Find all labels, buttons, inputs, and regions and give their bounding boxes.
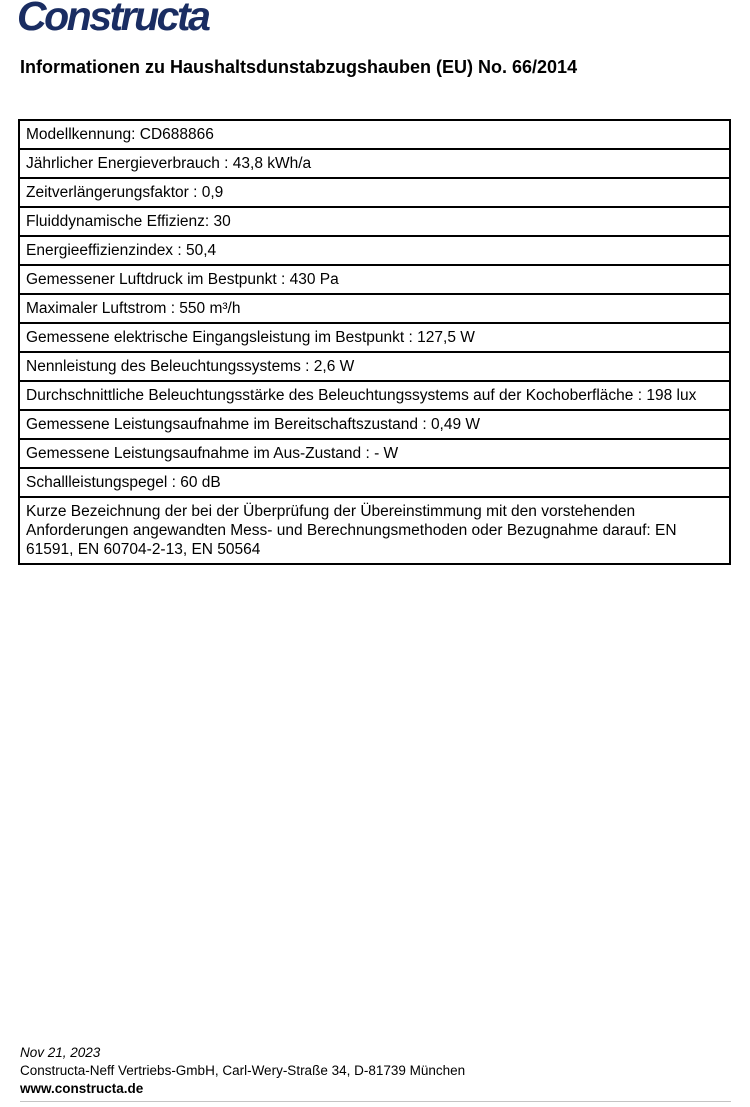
spec-row-energieeffizienzindex: Energieeffizienzindex : 50,4: [19, 236, 730, 265]
spec-row-messmethoden: Kurze Bezeichnung der bei der Überprüfung der Übereinstimmung mit den vorstehenden Anforderungen angewandten Mess- und Berechnungsmethoden oder Bezugnahme darauf: EN 61591, EN 60704-2-13, EN 50564: [19, 497, 730, 564]
table-row: [19, 323, 730, 352]
bottom-divider: [20, 1101, 731, 1102]
company-address: Constructa-Neff Vertriebs-GmbH, Carl-Wery-Straße 34, D-81739 München: [20, 1063, 466, 1078]
spec-row-schallleistungspegel: Schallleistungspegel : 60 dB: [19, 468, 730, 497]
spec-table: [18, 119, 731, 565]
spec-row-zeitverlaengerungsfaktor: Zeitverlängerungsfaktor : 0,9: [19, 178, 730, 207]
spec-row-beleuchtungsstaerke: Durchschnittliche Beleuchtungsstärke des Beleuchtungssystems auf der Kochoberfläche : 198 lux: [19, 381, 730, 410]
table-row: [19, 410, 730, 439]
constructa-logo: Constructa: [17, 0, 209, 39]
spec-row-luftdruck-bestpunkt: Gemessener Luftdruck im Bestpunkt : 430 Pa: [19, 265, 730, 294]
table-row: [19, 265, 730, 294]
table-row: [19, 178, 730, 207]
spec-row-jaehrlicher-energieverbrauch: Jährlicher Energieverbrauch : 43,8 kWh/a: [19, 149, 730, 178]
table-row: [19, 207, 730, 236]
spec-row-aus-zustand: Gemessene Leistungsaufnahme im Aus-Zustand : - W: [19, 439, 730, 468]
spec-row-eingangsleistung-bestpunkt: Gemessene elektrische Eingangsleistung im Bestpunkt : 127,5 W: [19, 323, 730, 352]
table-row: [19, 439, 730, 468]
spec-row-modellkennung: Modellkennung: CD688866: [19, 120, 730, 149]
table-row: [19, 497, 730, 564]
table-row: [19, 120, 730, 149]
spec-row-bereitschaftszustand: Gemessene Leistungsaufnahme im Bereitschaftszustand : 0,49 W: [19, 410, 730, 439]
spec-row-fluiddynamische-effizienz: Fluiddynamische Effizienz: 30: [19, 207, 730, 236]
table-row: [19, 149, 730, 178]
table-row: [19, 381, 730, 410]
page-title: Informationen zu Haushaltsdunstabzugshauben (EU) No. 66/2014: [20, 57, 578, 77]
website-url: www.constructa.de: [20, 1081, 144, 1096]
document-date: Nov 21, 2023: [20, 1045, 101, 1060]
footer: [20, 1044, 465, 1098]
table-row: [19, 352, 730, 381]
table-row: [19, 294, 730, 323]
spec-row-maximaler-luftstrom: Maximaler Luftstrom : 550 m³/h: [19, 294, 730, 323]
spec-row-nennleistung-beleuchtung: Nennleistung des Beleuchtungssystems : 2,6 W: [19, 352, 730, 381]
table-row: [19, 468, 730, 497]
table-row: [19, 236, 730, 265]
